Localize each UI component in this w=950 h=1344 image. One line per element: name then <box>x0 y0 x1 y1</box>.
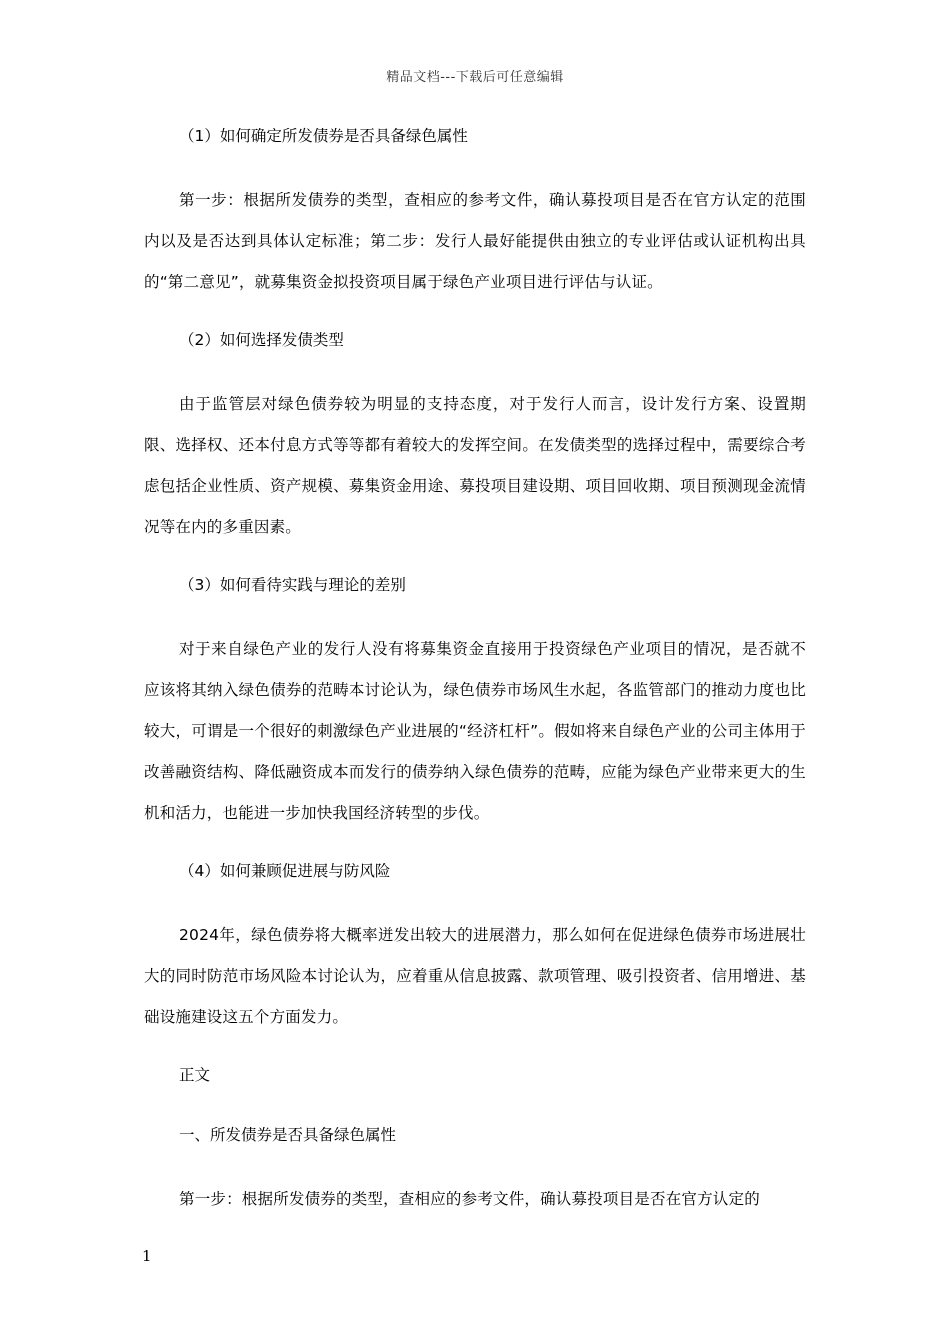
paragraph-5: 第一步：根据所发债券的类型，查相应的参考文件，确认募投项目是否在官方认定的 <box>179 1190 760 1208</box>
document-body <box>144 120 806 1220</box>
paragraph-1: 第一步：根据所发债券的类型，查相应的参考文件，确认募投项目是否在官方认定的范围内以及是否达到具体认定标准；第二步：发行人最好能提供由独立的专业评估或认证机构出具的“第二意见”，就募集资金拟投资项目属于绿色产业项目进行评估与认证。 <box>144 191 806 291</box>
paragraph-3: 对于来自绿色产业的发行人没有将募集资金直接用于投资绿色产业项目的情况，是否就不应该将其纳入绿色债券的范畴本讨论认为，绿色债券市场风生水起，各监管部门的推动力度也比较大，可谓是一个很好的刺激绿色产业进展的“经济杠杆”。假如将来自绿色产业的公司主体用于改善融资结构、降低融资成本而发行的债券纳入绿色债券的范畴，应能为绿色产业带来更大的生机和活力，也能进一步加快我国经济转型的步伐。 <box>144 640 806 822</box>
main-text-heading: 正文 <box>179 1066 211 1084</box>
page-header: 精品文档---下载后可任意编辑 <box>386 70 564 85</box>
section-heading-3: （3）如何看待实践与理论的差别 <box>179 576 406 594</box>
section-heading-2: （2）如何选择发债类型 <box>179 331 344 349</box>
section-heading-4: （4）如何兼顾促进展与防风险 <box>179 862 391 880</box>
page-number: 1 <box>142 1247 152 1265</box>
paragraph-2: 由于监管层对绿色债券较为明显的支持态度，对于发行人而言，设计发行方案、设置期限、选择权、还本付息方式等等都有着较大的发挥空间。在发债类型的选择过程中，需要综合考虑包括企业性质、资产规模、募集资金用途、募投项目建设期、项目回收期、项目预测现金流情况等在内的多重因素。 <box>144 395 806 536</box>
paragraph-4: 2024年，绿色债券将大概率迸发出较大的进展潜力，那么如何在促进绿色债券市场进展壮大的同时防范市场风险本讨论认为，应着重从信息披露、款项管理、吸引投资者、信用增进、基础设施建设这五个方面发力。 <box>144 926 806 1026</box>
chapter-one-heading: 一、所发债券是否具备绿色属性 <box>179 1126 397 1144</box>
section-heading-1: （1）如何确定所发债券是否具备绿色属性 <box>179 127 468 145</box>
